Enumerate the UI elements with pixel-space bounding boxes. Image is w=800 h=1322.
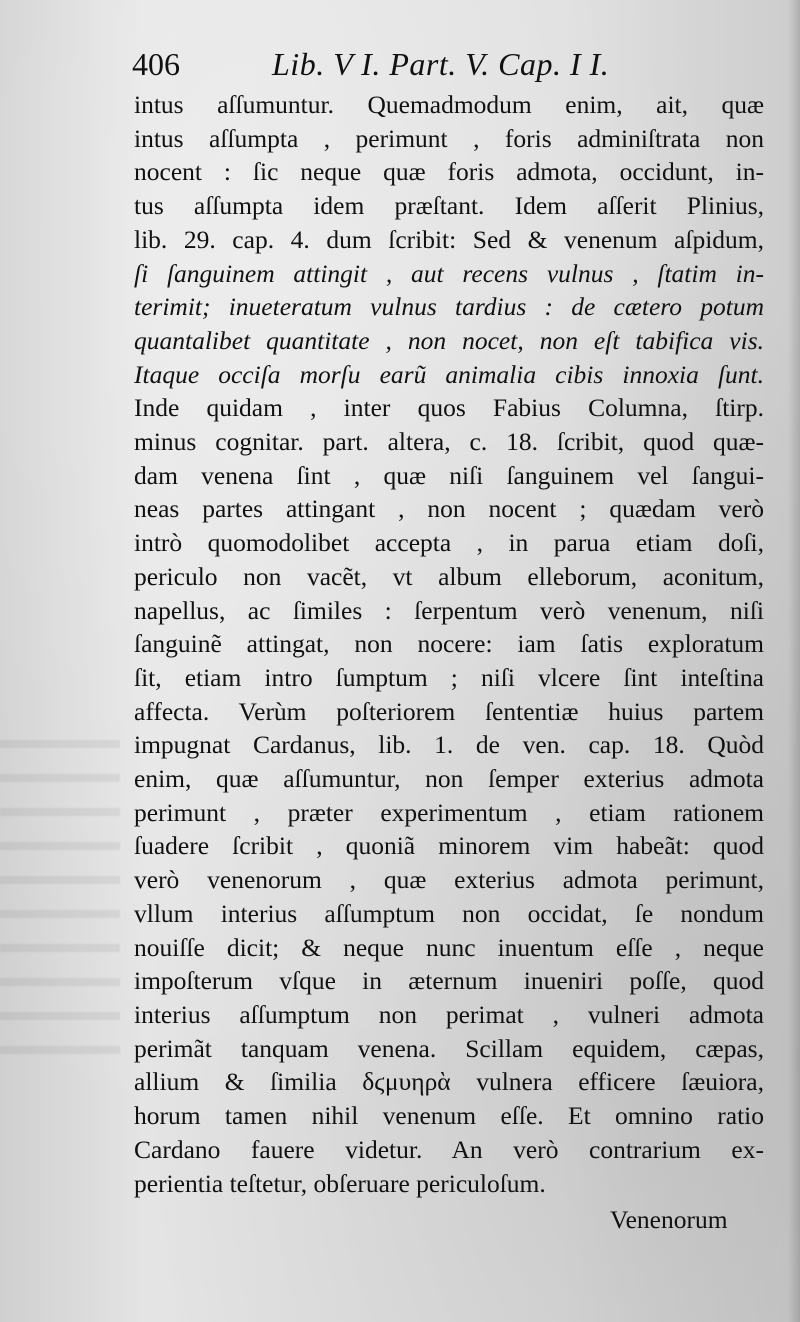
- text-line: allium & ſimilia δϛμυηρὰ vulnera efficere ſæuiora,: [134, 1067, 764, 1097]
- main-text: [134, 88, 764, 1200]
- text-line: minus cognitar. part. altera, c. 18. ſcribit, quod quæ-: [134, 427, 764, 457]
- running-head: Lib. V I. Part. V. Cap. I I.: [272, 46, 610, 82]
- catchword: Venenorum: [610, 1205, 728, 1234]
- text-line: intus aſſumpta , perimunt , foris adminiſtrata non: [134, 123, 764, 153]
- text-line: Inde quidam , inter quos Fabius Columna, ſtirp.: [134, 393, 764, 423]
- text-line: interius aſſumptum non perimat , vulneri admota: [134, 999, 764, 1029]
- text-line: lib. 29. cap. 4. dum ſcribit: Sed & venenum aſpidum,: [134, 224, 764, 254]
- page-header: [132, 46, 782, 90]
- text-line: ſit, etiam intro ſumptum ; niſi vlcere ſint inteſtina: [134, 662, 764, 692]
- text-line: horum tamen nihil venenum eſſe. Et omnino ratio: [134, 1101, 764, 1131]
- text-line: nocent : ſic neque quæ foris admota, occidunt, in-: [134, 157, 764, 187]
- text-line: ſanguinẽ attingat, non nocere: iam ſatis exploratum: [134, 629, 764, 659]
- text-line: perimunt , præter experimentum , etiam rationem: [134, 797, 764, 827]
- text-line: ſi ſanguinem attingit , aut recens vulnus , ſtatim in-: [134, 258, 764, 288]
- text-line: affecta. Verùm poſteriorem ſententiæ huius partem: [134, 696, 764, 726]
- show-through-shadow: [0, 740, 120, 1060]
- text-line: intus aſſumuntur. Quemadmodum enim, ait, quæ: [134, 90, 764, 119]
- text-line: nouiſſe dicit; & neque nunc inuentum eſſe , neque: [134, 932, 764, 962]
- text-line: ſuadere ſcribit , quoniã minorem vim habeãt: quod: [134, 831, 764, 861]
- text-line: perimãt tanquam venena. Scillam equidem, cæpas,: [134, 1033, 764, 1063]
- page-number: 406: [132, 46, 180, 82]
- text-line: vllum interius aſſumptum non occidat, ſe nondum: [134, 898, 764, 928]
- text-line: enim, quæ aſſumuntur, non ſemper exterius admota: [134, 764, 764, 794]
- text-line: napellus, ac ſimiles : ſerpentum verò venenum, niſi: [134, 595, 764, 625]
- text-line: verò venenorum , quæ exterius admota perimunt,: [134, 865, 764, 895]
- text-line: impugnat Cardanus, lib. 1. de ven. cap. 18. Quòd: [134, 730, 764, 760]
- text-line: Itaque occiſa morſu earũ animalia cibis innoxia ſunt.: [134, 359, 764, 389]
- text-line: neas partes attingant , non nocent ; quædam verò: [134, 494, 764, 524]
- text-line: terimit; inueteratum vulnus tardius : de cætero potum: [134, 292, 764, 322]
- text-line: dam venena ſint , quæ niſi ſanguinem vel ſangui-: [134, 460, 764, 490]
- text-line: perientia teſtetur, obſeruare periculoſum.: [134, 1168, 546, 1198]
- text-line: intrò quomodolibet accepta , in parua etiam doſi,: [134, 528, 764, 558]
- text-line: Cardano fauere videtur. An verò contrarium ex-: [134, 1134, 764, 1164]
- text-line: impoſterum vſque in æternum inueniri poſſe, quod: [134, 966, 764, 996]
- text-line: periculo non vacẽt, vt album elleborum, aconitum,: [134, 561, 764, 591]
- text-line: quantalibet quantitate , non nocet, non eſt tabifica vis.: [134, 325, 764, 355]
- text-line: tus aſſumpta idem præſtant. Idem aſſerit Plinius,: [134, 191, 764, 221]
- page-edge-shadow: [788, 0, 800, 1322]
